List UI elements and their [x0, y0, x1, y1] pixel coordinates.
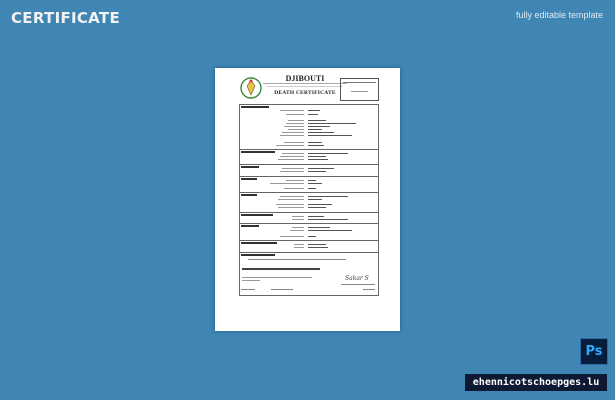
field-value [308, 236, 316, 237]
form-row [240, 236, 378, 238]
field-value [242, 280, 260, 281]
field-value [308, 168, 334, 169]
field-value [308, 196, 348, 197]
form-row [240, 180, 378, 182]
form-row [240, 114, 378, 116]
form-row [240, 230, 378, 232]
coat-of-arms-emblem-icon [240, 76, 262, 100]
form-section [240, 252, 378, 253]
field-label [284, 188, 304, 189]
field-label [278, 207, 304, 208]
field-value [308, 120, 326, 121]
field-value [308, 199, 322, 200]
field-label [278, 199, 304, 200]
form-row [240, 159, 378, 161]
field-label [286, 123, 304, 124]
field-label [276, 145, 304, 146]
field-value [308, 227, 330, 228]
field-label [282, 168, 304, 169]
footer-date [271, 289, 293, 290]
watermark: ehennicotschoepges.lu [465, 374, 607, 391]
form-row [240, 171, 378, 173]
form-section [240, 223, 378, 224]
section-label [241, 254, 275, 256]
field-value [308, 126, 330, 127]
form-row [240, 207, 378, 209]
field-label [284, 126, 304, 127]
form-section [240, 192, 378, 193]
field-value [242, 277, 312, 278]
field-label [286, 114, 304, 115]
field-value [308, 180, 316, 181]
form-row [240, 110, 378, 112]
field-label [288, 120, 304, 121]
form-row [240, 244, 378, 246]
field-label [270, 183, 304, 184]
photoshop-app-icon: Ps [580, 338, 608, 365]
field-label [294, 244, 304, 245]
page-title: CERTIFICATE [11, 9, 121, 27]
field-label [276, 204, 304, 205]
field-label [280, 196, 304, 197]
field-value [308, 159, 328, 160]
field-label [280, 236, 304, 237]
section-label [241, 106, 269, 108]
field-value [308, 129, 322, 130]
form-row [240, 132, 378, 134]
form-row [240, 219, 378, 221]
field-value [308, 156, 326, 157]
field-value [248, 259, 346, 260]
field-value [308, 110, 320, 111]
field-label [280, 110, 304, 111]
form-row [240, 120, 378, 122]
form-row [240, 135, 378, 137]
form-row [240, 247, 378, 249]
field-label [282, 132, 304, 133]
field-label [278, 159, 304, 160]
field-value [308, 114, 318, 115]
form-row [240, 227, 378, 229]
field-value [308, 142, 322, 143]
form-row [240, 123, 378, 125]
field-value [308, 204, 332, 205]
field-value [308, 145, 324, 146]
field-value [242, 268, 320, 270]
field-label [286, 180, 304, 181]
field-value [308, 153, 348, 154]
field-value [308, 135, 352, 136]
field-value [308, 207, 326, 208]
tagline: fully editable template [515, 10, 603, 20]
form-row [240, 259, 378, 261]
field-value [308, 247, 328, 248]
footer-text [241, 289, 255, 290]
form-row [240, 196, 378, 198]
form-section [240, 164, 378, 165]
field-value [308, 188, 316, 189]
field-label [280, 135, 304, 136]
form-row [240, 129, 378, 131]
field-label [292, 219, 304, 220]
field-label [292, 216, 304, 217]
certificate-title: DEATH CERTIFICATE [274, 90, 336, 96]
field-value [308, 219, 348, 220]
field-label [284, 142, 304, 143]
text-line [351, 91, 368, 92]
field-value [308, 230, 352, 231]
form-section [240, 240, 378, 241]
form-section [240, 212, 378, 213]
form-section [240, 149, 378, 150]
form-row [240, 126, 378, 128]
text-line [343, 82, 376, 83]
field-value [308, 132, 334, 133]
field-label [294, 247, 304, 248]
form-section [240, 176, 378, 177]
field-label [292, 227, 304, 228]
signature: Sakar S [345, 275, 369, 282]
certificate-form [239, 104, 379, 296]
field-label [280, 156, 304, 157]
signature-line [341, 284, 375, 285]
field-value [308, 216, 324, 217]
form-row [240, 188, 378, 190]
form-row [240, 216, 378, 218]
certificate-document [215, 68, 400, 331]
footer-text [363, 289, 375, 290]
form-row [240, 183, 378, 185]
country-name: DJIBOUTI [285, 74, 325, 83]
form-row [240, 204, 378, 206]
field-value [308, 171, 326, 172]
certificate-footer [239, 286, 377, 294]
form-row [240, 142, 378, 144]
form-row [240, 153, 378, 155]
divider [267, 86, 343, 88]
field-label [282, 153, 304, 154]
form-row [240, 268, 378, 270]
field-label [280, 171, 304, 172]
field-label [290, 230, 304, 231]
registration-box [340, 78, 379, 101]
form-row [240, 199, 378, 201]
field-label [288, 129, 304, 130]
field-value [308, 123, 356, 124]
form-row [240, 156, 378, 158]
form-row [240, 168, 378, 170]
field-value [308, 183, 322, 184]
form-row [240, 145, 378, 147]
field-value [308, 244, 326, 245]
